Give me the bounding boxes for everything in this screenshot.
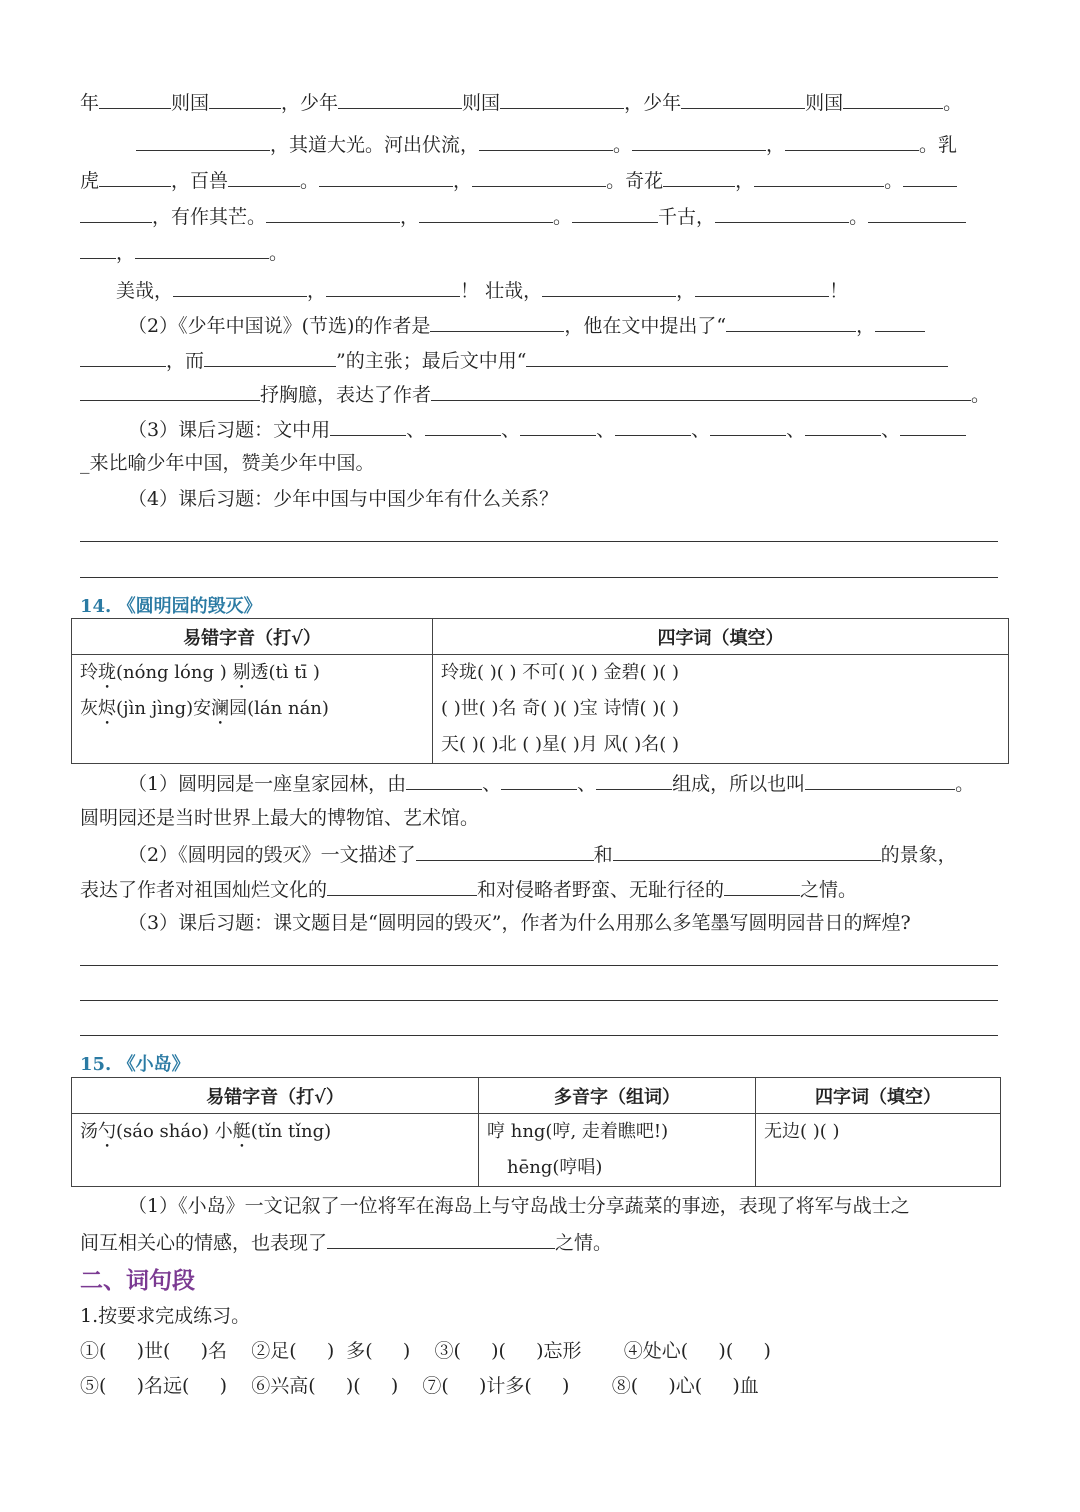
q13-p2c: 抒胸臆，表达了作者 。	[80, 378, 998, 410]
blank[interactable]	[501, 767, 577, 790]
q13-p2b: ，而 ”的主张；最后文中用“	[80, 344, 998, 376]
blank[interactable]	[520, 413, 596, 436]
blank[interactable]	[338, 86, 462, 109]
blank[interactable]	[903, 164, 957, 187]
blank[interactable]	[572, 200, 658, 223]
th-words: 四字词（填空）	[433, 619, 1009, 655]
blank[interactable]	[319, 164, 453, 187]
poem-line-4: ，有作其芒。 ， 。 千古， 。	[80, 200, 998, 232]
s14-q1: （1）圆明园是一座皇家园林，由 、 、 组成，所以也叫 。	[128, 767, 998, 799]
blank[interactable]	[472, 164, 606, 187]
s15-q1b: 间互相关心的情感，也表现了 之情。	[80, 1226, 998, 1258]
blank[interactable]	[695, 274, 829, 297]
answer-line[interactable]	[80, 1035, 998, 1036]
section-14-title: 14. 《圆明园的毁灭》	[80, 596, 262, 617]
poem-line-6: 美哉， ， ！ 壮哉， ， ！	[116, 274, 998, 306]
answer-line[interactable]	[80, 965, 998, 966]
th-words: 四字词（填空）	[756, 1078, 1001, 1114]
th-pron: 易错字音（打√）	[72, 619, 433, 655]
blank[interactable]	[632, 128, 766, 151]
blank[interactable]	[430, 309, 564, 332]
words-cell	[756, 1114, 1001, 1187]
poem-line-1: 年 则国 ，少年 则国 ，少年 则国 。	[80, 86, 998, 118]
blank[interactable]	[500, 86, 624, 109]
blank[interactable]	[136, 128, 270, 151]
blank[interactable]	[542, 274, 676, 297]
s14-table	[71, 618, 1009, 764]
blank[interactable]	[615, 413, 691, 436]
s14-q3: （3）课后习题：课文题目是“圆明园的毁灭”，作者为什么用那么多笔墨写圆明园昔日的辉煌?	[128, 912, 911, 934]
blank[interactable]	[805, 767, 955, 790]
q13-p4: （4）课后习题：少年中国与中国少年有什么关系？	[128, 488, 559, 510]
part2-row-2[interactable]: ⑤( )名远( ) ⑥兴高( )( ) ⑦( )计多( ) ⑧( )心( )血	[80, 1375, 759, 1397]
poly-row[interactable]: 哼 hng(哼, 走着瞧吧!)	[487, 1121, 669, 1142]
poem-line-3: 虎 ，百兽 。 ， 。奇花 ， 。	[80, 164, 998, 196]
blank[interactable]	[596, 767, 672, 790]
poem-line-5: ， 。	[80, 236, 998, 268]
blank[interactable]	[715, 200, 849, 223]
blank[interactable]	[80, 200, 152, 223]
blank[interactable]	[99, 86, 171, 109]
section-15-title: 15. 《小岛》	[80, 1054, 190, 1075]
pron-row[interactable]: 灰烬(jìn jìng)安澜园(lán nán)	[80, 698, 329, 719]
blank[interactable]	[326, 274, 460, 297]
blank[interactable]	[805, 413, 881, 436]
blank[interactable]	[416, 838, 594, 861]
blank[interactable]	[80, 344, 166, 367]
words-row[interactable]: 天( )( )北 ( )星( )月 风( )名( )	[441, 734, 680, 755]
blank[interactable]	[726, 309, 856, 332]
blank[interactable]	[330, 413, 406, 436]
blank[interactable]	[613, 838, 881, 861]
th-poly: 多音字（组词）	[479, 1078, 756, 1114]
th-pron: 易错字音（打√）	[72, 1078, 479, 1114]
blank[interactable]	[843, 86, 943, 109]
blank[interactable]	[425, 413, 501, 436]
answer-line[interactable]	[80, 577, 998, 578]
s14-q2b: 表达了作者对祖国灿烂文化的 和对侵略者野蛮、无耻行径的 之情。	[80, 873, 998, 905]
blank[interactable]	[266, 200, 400, 223]
blank[interactable]	[209, 86, 281, 109]
blank[interactable]	[327, 1226, 555, 1249]
part2-row-1[interactable]: ①( )世( )名 ②足( ) 多( ) ③( )( )忘形 ④处心( )( )	[80, 1340, 771, 1362]
answer-line[interactable]	[80, 1000, 998, 1001]
blank[interactable]	[99, 164, 171, 187]
words-cell	[433, 655, 1009, 764]
answer-line[interactable]	[80, 541, 998, 542]
pron-row[interactable]: 玲珑(nóng lóng ) 剔透(tì tī )	[80, 662, 320, 683]
blank[interactable]	[173, 274, 307, 297]
blank[interactable]	[479, 128, 613, 151]
q13-p3: （3）课后习题：文中用 、 、 、 、 、 、	[128, 413, 998, 445]
words-row[interactable]: 无边( )( )	[764, 1121, 840, 1142]
blank[interactable]	[663, 164, 735, 187]
pron-cell	[72, 655, 433, 764]
pron-row[interactable]: 汤勺(sáo sháo) 小艇(tǐn tǐng)	[80, 1121, 332, 1142]
s15-table	[71, 1077, 1001, 1187]
blank[interactable]	[135, 236, 269, 259]
words-row[interactable]: ( )世( )名 奇( )( )宝 诗情( )( )	[441, 698, 680, 719]
words-row[interactable]: 玲珑( )( ) 不可( )( ) 金碧( )( )	[441, 662, 680, 683]
blank[interactable]	[875, 309, 925, 332]
blank[interactable]	[327, 873, 477, 896]
blank[interactable]	[868, 200, 966, 223]
blank[interactable]	[228, 164, 300, 187]
blank[interactable]	[724, 873, 800, 896]
blank[interactable]	[710, 413, 786, 436]
blank[interactable]	[526, 344, 948, 367]
q13-p3b: _来比喻少年中国，赞美少年中国。	[80, 452, 375, 474]
blank[interactable]	[754, 164, 884, 187]
poly-cell	[479, 1114, 756, 1187]
s14-q1b: 圆明园还是当时世界上最大的博物馆、艺术馆。	[80, 807, 480, 829]
blank[interactable]	[204, 344, 336, 367]
blank[interactable]	[900, 413, 966, 436]
poly-row[interactable]: hēng(哼唱)	[507, 1157, 603, 1178]
poem-line-2: ，其道大光。河出伏流， 。 ， 。乳	[136, 128, 998, 160]
q13-p2: （2）《少年中国说》(节选)的作者是 ，他在文中提出了“ ，	[128, 309, 998, 341]
part2-title: 二、词句段	[80, 1267, 195, 1294]
blank[interactable]	[431, 378, 971, 401]
blank[interactable]	[419, 200, 553, 223]
s14-q2: （2）《圆明园的毁灭》一文描述了 和 的景象，	[128, 838, 998, 870]
blank[interactable]	[80, 236, 116, 259]
blank[interactable]	[785, 128, 919, 151]
blank[interactable]	[80, 378, 260, 401]
blank[interactable]	[406, 767, 482, 790]
pron-cell	[72, 1114, 479, 1187]
blank[interactable]	[681, 86, 805, 109]
part2-question: 1.按要求完成练习。	[80, 1305, 251, 1327]
s15-q1: （1）《小岛》一文记叙了一位将军在海岛上与守岛战士分享蔬菜的事迹，表现了将军与战士之	[128, 1195, 910, 1217]
